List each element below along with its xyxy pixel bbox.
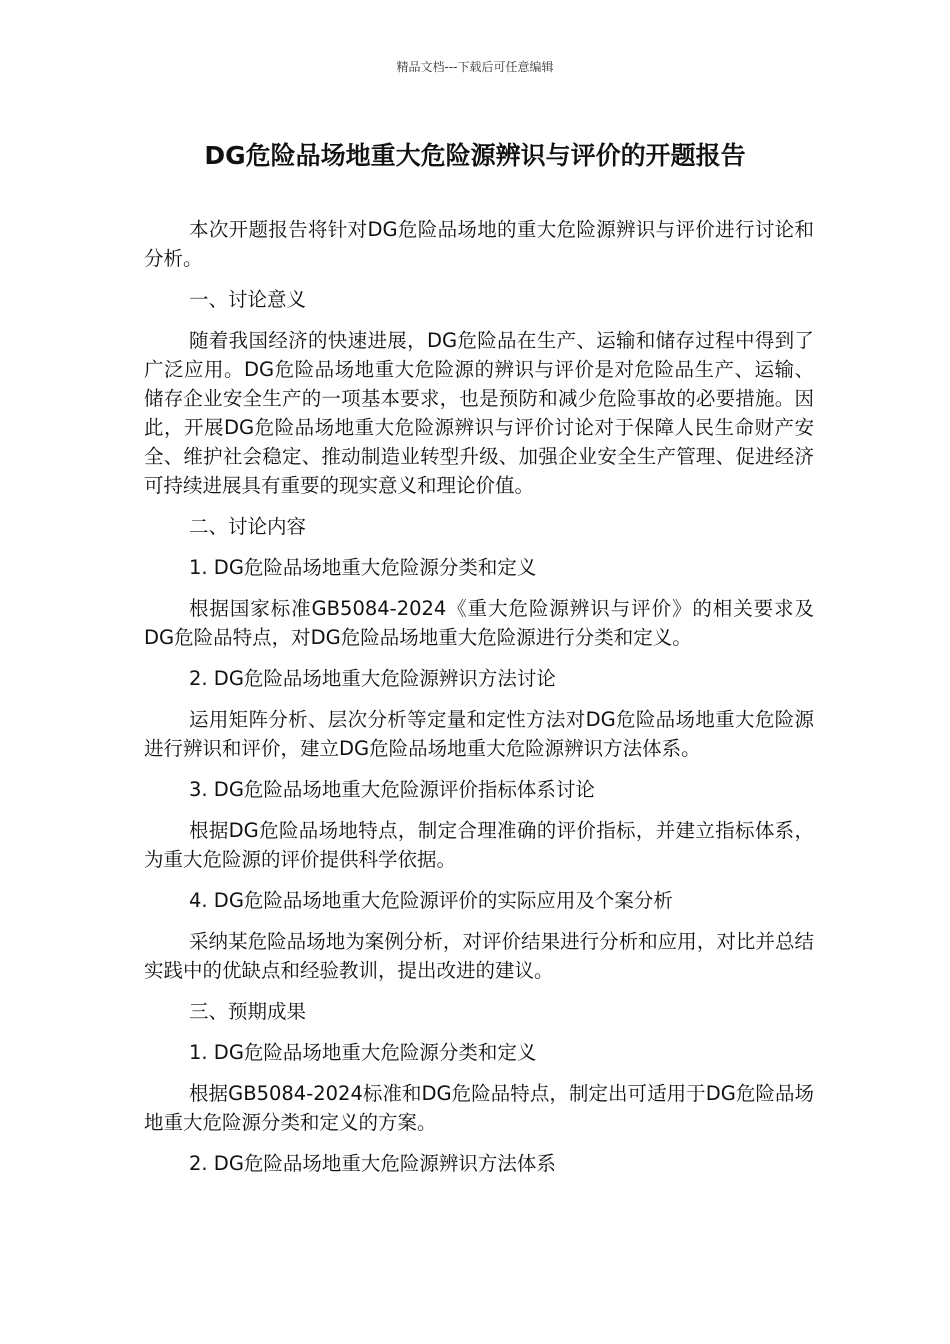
content-item-2-heading: 2. DG危险品场地重大危险源辨识方法讨论 [189,667,556,690]
section-heading-significance: 一、讨论意义 [189,288,307,311]
document-title: DG危险品场地重大危险源辨识与评价的开题报告 [204,141,746,170]
section-heading-content: 二、讨论内容 [189,515,307,538]
content-item-1-paragraph: 根据国家标准GB5084-2024《重大危险源辨识与评价》的相关要求及DG危险品特点，对DG危险品场地重大危险源进行分类和定义。 [144,597,814,649]
content-item-3-paragraph: 根据DG危险品场地特点，制定合理准确的评价指标，并建立指标体系，为重大危险源的评价提供科学依据。 [144,819,814,871]
outcome-item-1-heading: 1. DG危险品场地重大危险源分类和定义 [189,1041,537,1064]
content-item-3-heading: 3. DG危险品场地重大危险源评价指标体系讨论 [189,778,595,801]
significance-paragraph: 随着我国经济的快速进展，DG危险品在生产、运输和储存过程中得到了广泛应用。DG危险品场地重大危险源的辨识与评价是对危险品生产、运输、储存企业安全生产的一项基本要求，也是预防和减少危险事故的必要措施。因此，开展DG危险品场地重大危险源辨识与评价讨论对于保障人民生命财产安全、维护社会稳定、推动制造业转型升级、加强企业安全生产管理、促进经济可持续进展具有重要的现实意义和理论价值。 [144,329,814,497]
outcome-item-1-paragraph: 根据GB5084-2024标准和DG危险品特点，制定出可适用于DG危险品场地重大危险源分类和定义的方案。 [144,1082,814,1134]
content-item-1-heading: 1. DG危险品场地重大危险源分类和定义 [189,556,537,579]
intro-paragraph: 本次开题报告将针对DG危险品场地的重大危险源辨识与评价进行讨论和分析。 [144,218,814,270]
outcome-item-2-heading: 2. DG危险品场地重大危险源辨识方法体系 [189,1152,556,1175]
section-heading-outcomes: 三、预期成果 [189,1000,307,1023]
content-item-4-heading: 4. DG危险品场地重大危险源评价的实际应用及个案分析 [189,889,673,912]
document-body [144,215,814,1190]
header-note: 精品文档---下载后可任意编辑 [396,60,554,74]
content-item-4-paragraph: 采纳某危险品场地为案例分析，对评价结果进行分析和应用，对比并总结实践中的优缺点和经验教训，提出改进的建议。 [144,930,814,982]
content-item-2-paragraph: 运用矩阵分析、层次分析等定量和定性方法对DG危险品场地重大危险源进行辨识和评价，建立DG危险品场地重大危险源辨识方法体系。 [144,708,814,760]
